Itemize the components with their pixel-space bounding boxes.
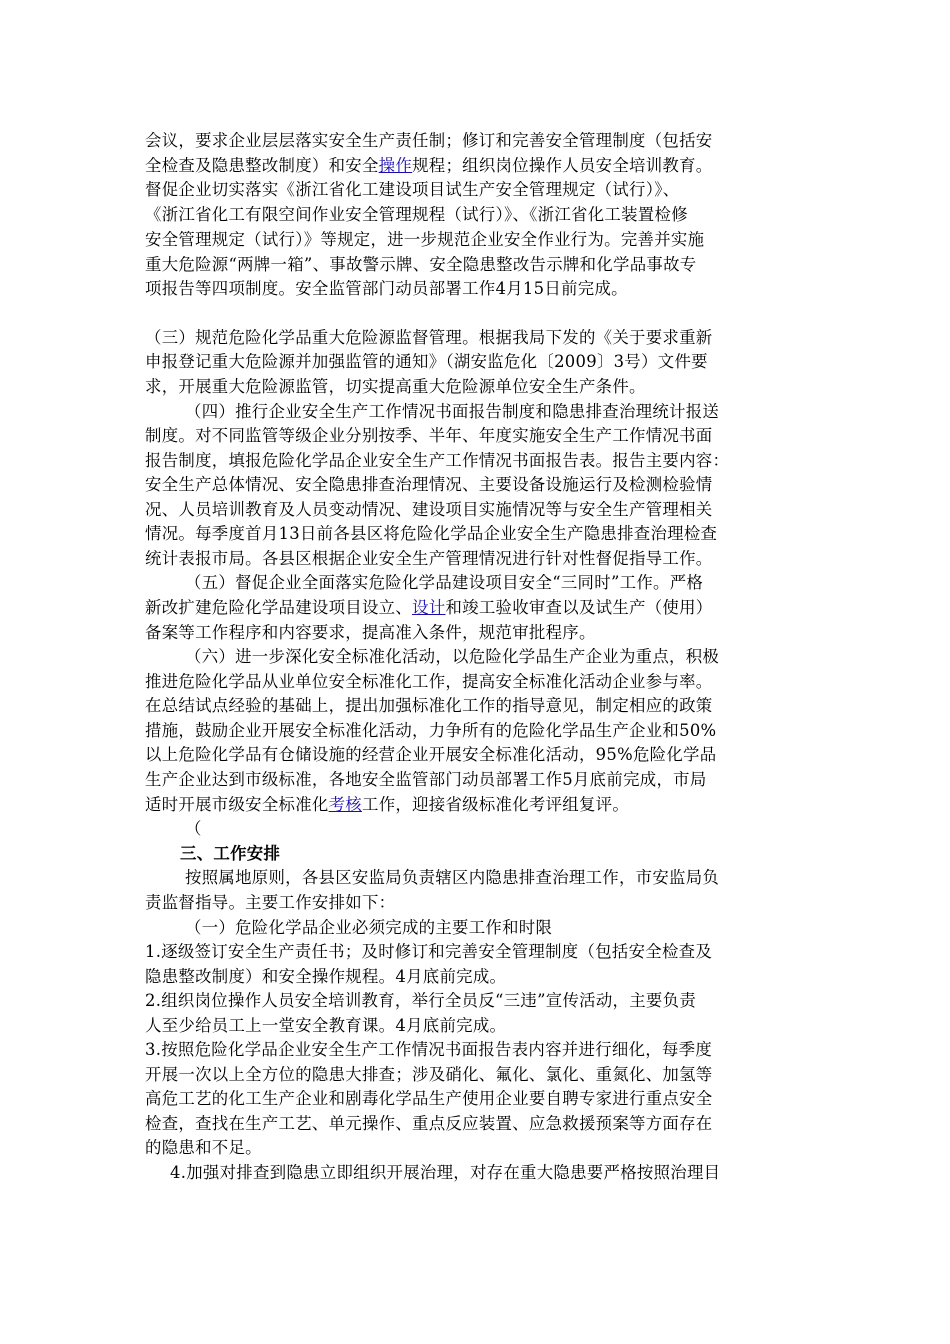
text-segment: 统计表报市局。各县区根据企业安全生产管理情况进行针对性督促指导工作。 [145, 549, 713, 568]
text-segment: 以上危险化学品有仓储设施的经营企业开展安全标准化活动，95%危险化学品 [145, 745, 717, 764]
text-segment: 2.组织岗位操作人员安全培训教育，举行全员反“三违”宣传活动，主要负责 [145, 991, 697, 1010]
text-line [145, 694, 712, 717]
text-segment: 措施，鼓励企业开展安全标准化活动，力争所有的危险化学品生产企业和50% [145, 721, 717, 740]
text-segment: 工作，迎接省级标准化考评组复评。 [362, 795, 630, 814]
text-segment: 重大危险源“两牌一箱”、事故警示牌、安全隐患整改告示牌和化学品事故专 [145, 255, 697, 274]
text-segment: 《浙江省化工有限空间作业安全管理规程（试行）》、《浙江省化工装置检修 [145, 205, 688, 224]
text-segment: 规程；组织岗位操作人员安全培训教育。 [412, 156, 713, 175]
text-segment: 开展一次以上全方位的隐患大排查；涉及硝化、氟化、氯化、重氮化、加氢等 [145, 1065, 713, 1084]
text-line [145, 1014, 506, 1037]
text-segment: 4.加强对排查到隐患立即组织开展治理，对存在重大隐患要严格按照治理目 [170, 1163, 721, 1182]
text-segment: （ [185, 819, 202, 838]
text-line [145, 793, 629, 816]
text-segment: 报告制度，填报危险化学品企业安全生产工作情况书面报告表。报告主要内容： [145, 451, 730, 470]
text-segment: 的隐患和不足。 [145, 1138, 262, 1157]
text-line [145, 965, 506, 988]
text-segment: 求，开展重大危险源监管，切实提高重大危险源单位安全生产条件。 [145, 377, 646, 396]
text-segment: 制度。对不同监管等级企业分别按季、半年、年度实施安全生产工作情况书面 [145, 426, 713, 445]
text-line [185, 400, 719, 423]
text-line [145, 203, 688, 226]
text-segment: 按照属地原则，各县区安监局负责辖区内隐患排查治理工作，市安监局负 [185, 868, 720, 887]
hyperlink[interactable]: 考核 [328, 795, 362, 814]
text-line [145, 228, 704, 251]
text-segment: 在总结试点经验的基础上，提出加强标准化工作的指导意见，制定相应的政策 [145, 696, 713, 715]
text-segment: 责监督指导。主要工作安排如下： [145, 893, 396, 912]
text-line [185, 571, 703, 594]
text-segment: 安全生产总体情况、安全隐患排查治理情况、主要设备设施运行及检测检验情 [145, 475, 713, 494]
text-line [185, 817, 202, 840]
text-segment: （六）进一步深化安全标准化活动，以危险化学品生产企业为重点，积极 [185, 647, 720, 666]
text-line [145, 277, 628, 300]
text-line [145, 1136, 262, 1159]
text-segment: 和竣工验收审查以及试生产（使用） [445, 598, 713, 617]
text-segment: 申报登记重大危险源并加强监管的通知》（湖安监危化〔2009〕3号）文件要 [145, 352, 708, 371]
text-segment: （一）危险化学品企业必须完成的主要工作和时限 [185, 918, 553, 937]
section-heading [180, 842, 280, 865]
text-line [145, 424, 712, 447]
text-line [145, 1087, 712, 1110]
text-segment: 会议，要求企业层层落实安全生产责任制；修订和完善安全管理制度（包括安 [145, 131, 713, 150]
text-segment: 督促企业切实落实《浙江省化工建设项目试生产安全管理规定（试行）》、 [145, 180, 680, 199]
hyperlink[interactable]: 设计 [412, 598, 446, 617]
text-line [145, 522, 717, 545]
text-line [145, 326, 712, 349]
text-line [185, 866, 719, 889]
text-line [145, 154, 713, 177]
text-line [145, 498, 712, 521]
text-line [145, 350, 708, 373]
text-line [145, 891, 395, 914]
text-segment: 3.按照危险化学品企业安全生产工作情况书面报告表内容并进行细化，每季度 [145, 1040, 713, 1059]
text-line [145, 1112, 712, 1135]
text-line [145, 768, 707, 791]
text-line [145, 449, 729, 472]
text-line [145, 253, 696, 276]
text-line [145, 1063, 712, 1086]
text-line [145, 129, 712, 152]
text-segment: 适时开展市级安全标准化 [145, 795, 329, 814]
text-segment: 情况。每季度首月13日前各县区将危险化学品企业安全生产隐患排查治理检查 [145, 524, 718, 543]
text-line [145, 940, 712, 963]
text-segment: （五）督促企业全面落实危险化学品建设项目安全“三同时”工作。严格 [185, 573, 704, 592]
text-line [145, 1038, 712, 1061]
text-segment: 推进危险化学品从业单位安全标准化工作，提高安全标准化活动企业参与率。 [145, 672, 713, 691]
text-line [145, 743, 716, 766]
text-segment: 1.逐级签订安全生产责任书；及时修订和完善安全管理制度（包括安全检查及 [145, 942, 713, 961]
text-line [145, 473, 712, 496]
text-segment: 生产企业达到市级标准，各地安全监管部门动员部署工作5月底前完成，市局 [145, 770, 707, 789]
text-segment: 备案等工作程序和内容要求，提高准入条件，规范审批程序。 [145, 623, 596, 642]
text-line [145, 989, 696, 1012]
text-segment: 况、人员培训教育及人员变动情况、建设项目实施情况等与安全生产管理相关 [145, 500, 713, 519]
text-line [145, 547, 712, 570]
text-line [145, 621, 596, 644]
text-line [145, 719, 716, 742]
text-segment: 项报告等四项制度。安全监管部门动员部署工作4月15日前完成。 [145, 279, 628, 298]
text-segment: 高危工艺的化工生产企业和剧毒化学品生产使用企业要自聘专家进行重点安全 [145, 1089, 713, 1108]
text-line [145, 670, 712, 693]
text-line [145, 178, 679, 201]
text-segment: 三、工作安排 [180, 844, 281, 863]
text-segment: 新改扩建危险化学品建设项目设立、 [145, 598, 413, 617]
text-segment: 检查，查找在生产工艺、单元操作、重点反应装置、应急救援预案等方面存在 [145, 1114, 713, 1133]
text-segment: 全检查及隐患整改制度）和安全 [145, 156, 379, 175]
text-line [170, 1161, 720, 1184]
text-segment: （三）规范危险化学品重大危险源监督管理。根据我局下发的《关于要求重新 [145, 328, 713, 347]
text-segment: 隐患整改制度）和安全操作规程。4月底前完成。 [145, 967, 507, 986]
text-line [185, 916, 552, 939]
text-line [145, 596, 713, 619]
text-line [145, 375, 646, 398]
text-line [185, 645, 719, 668]
text-segment: （四）推行企业安全生产工作情况书面报告制度和隐患排查治理统计报送 [185, 402, 720, 421]
hyperlink[interactable]: 操作 [378, 156, 413, 175]
text-segment: 安全管理规定（试行）》等规定，进一步规范企业安全作业行为。完善并实施 [145, 230, 705, 249]
text-segment: 人至少给员工上一堂安全教育课。4月底前完成。 [145, 1016, 507, 1035]
